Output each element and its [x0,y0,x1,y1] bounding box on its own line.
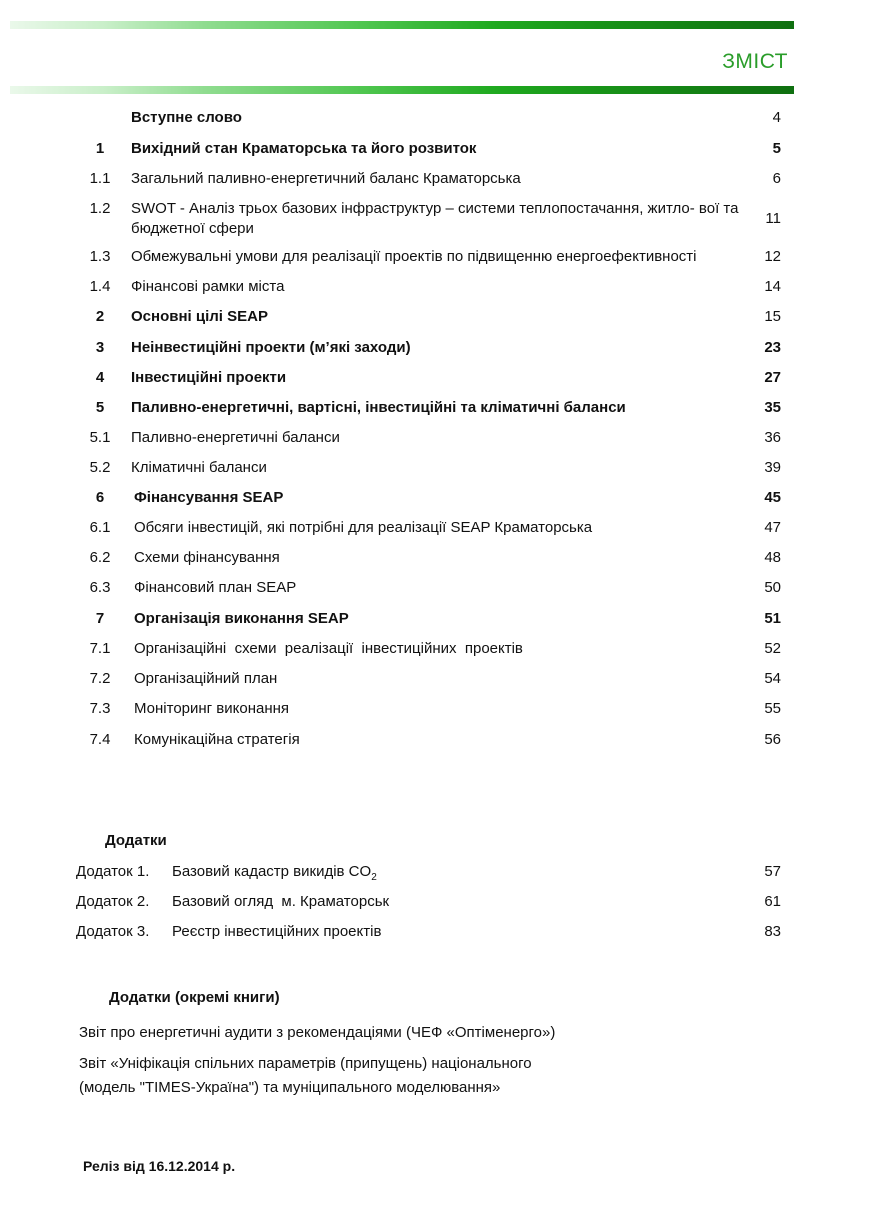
toc-row[interactable] [0,139,869,159]
toc-number: 6.1 [89,519,111,536]
toc-number: 5.2 [89,459,111,476]
appendix-label: Додаток 3. [76,923,150,940]
toc-page: 50 [764,579,781,596]
toc-number: 1.4 [89,278,111,295]
toc-title: Паливно-енергетичні баланси [131,429,340,446]
toc-number: 7.3 [89,700,111,717]
header-bar-bottom [10,86,794,94]
toc-page: 56 [764,731,781,748]
toc-page: 55 [764,700,781,717]
toc-row[interactable] [0,699,869,719]
subscript: 2 [371,872,377,883]
toc-page: 48 [764,549,781,566]
toc-number: 3 [95,339,105,356]
toc-number: 5 [95,399,105,416]
toc-number: 7.4 [89,731,111,748]
toc-page: 54 [764,670,781,687]
toc-number: 6 [95,489,105,506]
toc-title: Організація виконання SEAP [134,610,349,627]
toc-row[interactable] [0,639,869,659]
toc-row[interactable] [0,398,869,418]
appendix-page: 83 [764,923,781,940]
toc-row[interactable] [0,428,869,448]
toc-title: Схеми фінансування [134,549,280,566]
toc-title: Вихідний стан Краматорська та його розвиток [131,140,477,157]
toc-page: 14 [764,278,781,295]
appendix-page: 61 [764,893,781,910]
toc-title: Фінансовий план SEAP [134,579,297,596]
toc-page: 36 [764,429,781,446]
toc-row[interactable] [0,338,869,358]
release-note: Реліз від 16.12.2014 р. [83,1158,236,1174]
toc-title: Фінансування SEAP [134,489,284,506]
toc-page: 35 [764,399,781,416]
toc-row[interactable] [0,277,869,297]
separate-book-item: (модель "TIMES-Україна") та муніципального моделювання» [79,1079,501,1096]
toc-number: 4 [95,369,105,386]
toc-page: 4 [772,109,781,126]
page-title: ЗМІСТ [722,50,788,73]
toc-page: 45 [764,489,781,506]
toc-title: Вступне слово [131,109,242,126]
toc-title: Організаційний план [134,670,278,687]
toc-page: 51 [764,610,781,627]
toc-number: 1 [95,140,105,157]
toc-page: 11 [765,210,781,227]
toc-title: Основні цілі SEAP [131,308,268,325]
toc-page: 27 [764,369,781,386]
toc-row[interactable] [0,730,869,750]
toc-row[interactable] [0,307,869,327]
toc-title: Організаційні схеми реалізації інвестиційних проектів [134,640,523,657]
separate-book-item: Звіт «Уніфікація спільних параметрів (припущень) національного [79,1055,532,1072]
appendix-title: Реєстр інвестиційних проектів [172,923,382,940]
toc-row[interactable] [0,247,869,267]
toc-title: Обсяги інвестицій, які потрібні для реалізації SEAP Краматорська [134,519,593,536]
toc-number: 7.1 [89,640,111,657]
toc-row[interactable] [0,518,869,538]
header-bar-top [10,21,794,29]
toc-number: 7 [95,610,105,627]
toc-page: 5 [772,140,781,157]
toc-page: 15 [764,308,781,325]
toc-number: 1.1 [89,170,111,187]
toc-title: SWOT - Аналіз трьох базових інфраструктур – системи теплопостачання, житло- вої та бюджетної сфери [131,200,739,237]
appendix-page: 57 [764,863,781,880]
list-item[interactable] [0,922,869,942]
toc-title: Фінансові рамки міста [131,278,285,295]
toc-number: 6.3 [89,579,111,596]
toc-row[interactable] [0,669,869,689]
toc-title: Неінвестиційні проекти (м’які заходи) [131,339,411,356]
toc-row[interactable] [0,169,869,189]
toc-title: Моніторинг виконання [134,700,290,717]
toc-page: 6 [772,170,781,187]
list-item[interactable] [0,892,869,912]
appendix-title: Базовий огляд м. Краматорськ [172,893,390,910]
toc-title: Кліматичні баланси [131,459,267,476]
toc-title: Паливно-енергетичні, вартісні, інвестиційні та кліматичні баланси [131,399,626,416]
appendix-label: Додаток 2. [76,893,150,910]
toc-row[interactable] [0,199,869,239]
toc-number: 6.2 [89,549,111,566]
toc-title: Загальний паливно-енергетичний баланс Краматорська [131,170,521,187]
toc-row[interactable] [0,609,869,629]
toc-row[interactable] [0,548,869,568]
appendices-heading: Додатки [105,832,167,849]
toc-page: 23 [764,339,781,356]
appendix-label: Додаток 1. [76,863,150,880]
toc-number: 7.2 [89,670,111,687]
toc-row[interactable] [0,578,869,598]
separate-book-item: Звіт про енергетичні аудити з рекомендаціями (ЧЕФ «Оптіменерго») [79,1024,556,1041]
toc-title: Комунікаційна стратегія [134,731,300,748]
toc-title: Інвестиційні проекти [131,369,287,386]
toc-page: 12 [764,248,781,265]
toc-row[interactable] [0,488,869,508]
toc-page: 47 [764,519,781,536]
list-item[interactable] [0,862,869,882]
toc-number: 1.3 [89,248,111,265]
separate-books-heading: Додатки (окремі книги) [109,989,280,1006]
toc-page: 39 [764,459,781,476]
toc-number: 1.2 [89,200,111,217]
toc-row[interactable] [0,108,869,128]
appendix-title: Базовий кадастр викидів $CO_2$ [172,863,377,883]
toc-number: 5.1 [89,429,111,446]
toc-page: 52 [764,640,781,657]
toc-row[interactable] [0,368,869,388]
toc-row[interactable] [0,458,869,478]
toc-number: 2 [95,308,105,325]
toc-title: Обмежувальні умови для реалізації проектів по підвищенню енергоефективності [131,248,697,265]
